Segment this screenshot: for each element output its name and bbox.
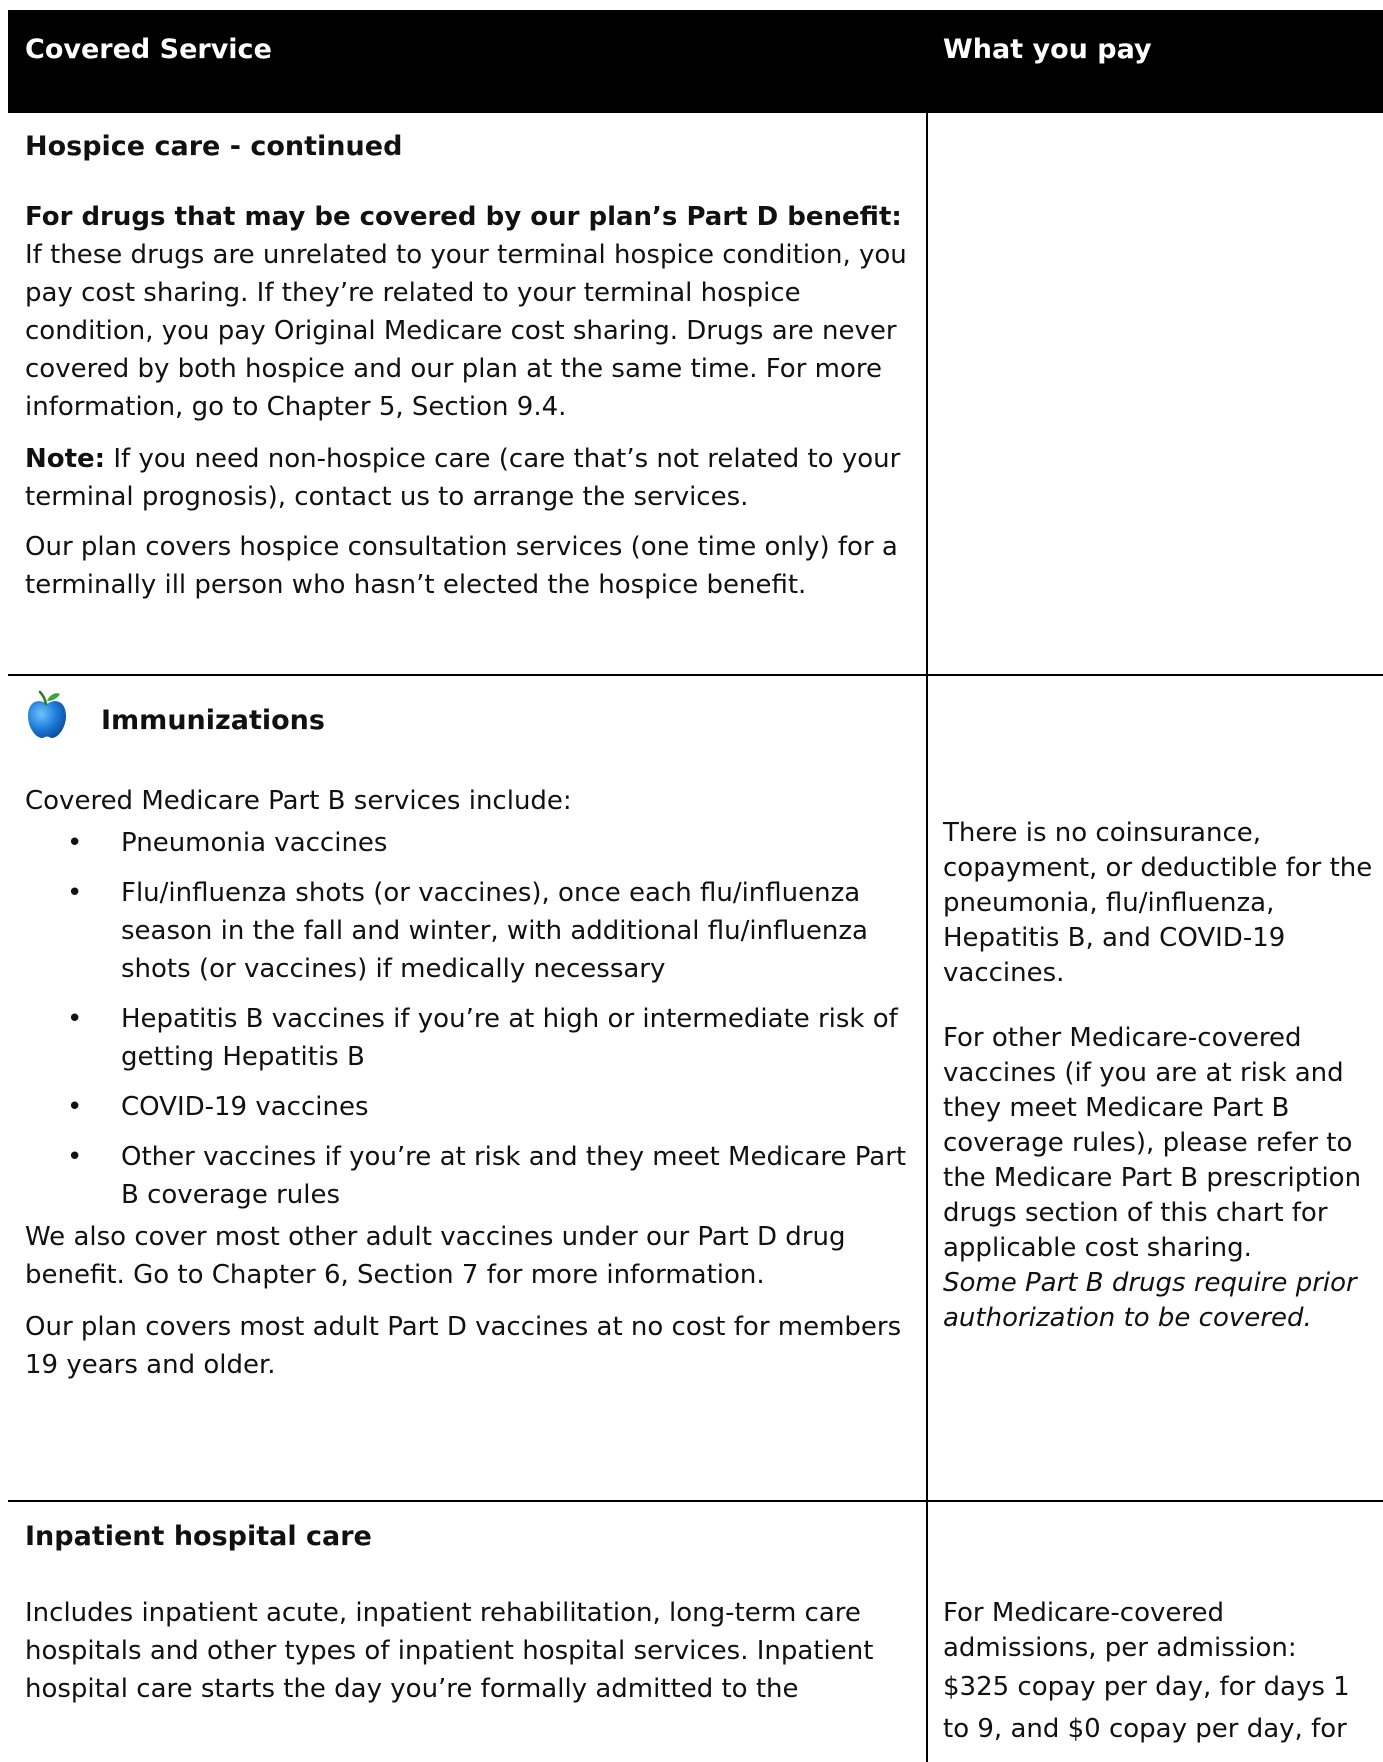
bullet-glyph: • — [67, 1092, 83, 1122]
list-item — [25, 874, 915, 988]
inpatient-service-cell — [25, 1518, 915, 1708]
list-item-text: Flu/influenza shots (or vaccines), once each flu/influenza season in the fall and winter, with additional flu/influenza shots (or vaccines) if medically necessary — [121, 878, 868, 984]
inpatient-pay-copay: $325 copay per day, for days 1 to 9, and $0 copay per day, for — [943, 1672, 1350, 1744]
immunizations-title: Immunizations — [101, 705, 325, 736]
list-item — [25, 824, 915, 862]
benefits-chart-page — [8, 10, 1383, 1762]
hospice-title: Hospice care - continued — [25, 131, 403, 162]
list-item-text: COVID-19 vaccines — [121, 1092, 369, 1122]
hospice-note-paragraph — [25, 440, 915, 516]
row-divider — [8, 674, 1383, 676]
list-item-text: Other vaccines if you’re at risk and they meet Medicare Part B coverage rules — [121, 1142, 907, 1210]
hospice-consult-paragraph: Our plan covers hospice consultation services (one time only) for a terminally ill person who hasn’t elected the hospice benefit. — [25, 532, 898, 600]
hospice-drugs-text: If these drugs are unrelated to your terminal hospice condition, you pay cost sharing. If they’re related to your terminal hospice condition, you pay Original Medicare cost sharing. Drugs are never covered by both hospice and our plan at the same time. For more information, go to Chapter 5, Section 9.4. — [25, 240, 907, 422]
list-item-text: Hepatitis B vaccines if you’re at high or intermediate risk of getting Hepatitis B — [121, 1004, 898, 1072]
list-item-text: Pneumonia vaccines — [121, 828, 388, 858]
list-item — [25, 1138, 915, 1214]
bullet-glyph: • — [67, 828, 83, 858]
immunizations-pay-authorization: Some Part B drugs require prior authorization to be covered. — [943, 1268, 1357, 1333]
list-item — [25, 1000, 915, 1076]
inpatient-pay-cell — [943, 1596, 1373, 1750]
immunizations-pay-other: For other Medicare-covered vaccines (if you are at risk and they meet Medicare Part B coverage rules), please refer to the Medicare Part B prescription drugs section of this chart for applicable cost sharing. — [943, 1023, 1362, 1263]
hospice-service-cell — [25, 128, 915, 604]
column-divider — [926, 113, 928, 1762]
bullet-glyph: • — [67, 1004, 83, 1034]
bullet-glyph: • — [67, 1142, 83, 1172]
immunizations-pay-no-cost: There is no coinsurance, copayment, or deductible for the pneumonia, flu/influenza, Hepatitis B, and COVID-19 vaccines. — [943, 818, 1373, 988]
inpatient-pay-intro: For Medicare-covered admissions, per admission: — [943, 1598, 1297, 1663]
immunizations-list — [25, 824, 915, 1214]
table-header — [8, 10, 1383, 113]
bullet-glyph: • — [67, 878, 83, 908]
inpatient-title: Inpatient hospital care — [25, 1521, 372, 1552]
immunizations-intro: Covered Medicare Part B services include: — [25, 786, 572, 816]
immunizations-adult-text: Our plan covers most adult Part D vaccines at no cost for members 19 years and older. — [25, 1312, 902, 1380]
hospice-drugs-paragraph — [25, 198, 915, 426]
header-covered-service: Covered Service — [25, 34, 272, 65]
list-item — [25, 1088, 915, 1126]
hospice-note-lead: Note: — [25, 444, 106, 474]
inpatient-text: Includes inpatient acute, inpatient rehabilitation, long-term care hospitals and other types of inpatient hospital services. Inpatient hospital care starts the day you’re formally admitted to the — [25, 1598, 874, 1704]
immunizations-partd-text: We also cover most other adult vaccines under our Part D drug benefit. Go to Chapter 6, Section 7 for more information. — [25, 1222, 846, 1290]
hospice-note-text: If you need non-hospice care (care that’s not related to your terminal prognosis), contact us to arrange the services. — [25, 444, 901, 512]
immunizations-pay-cell — [943, 816, 1373, 1336]
immunizations-service-cell — [25, 702, 915, 1384]
row-divider — [8, 1500, 1383, 1502]
hospice-drugs-lead: For drugs that may be covered by our plan’s Part D benefit: — [25, 202, 902, 232]
header-what-you-pay: What you pay — [943, 34, 1152, 65]
